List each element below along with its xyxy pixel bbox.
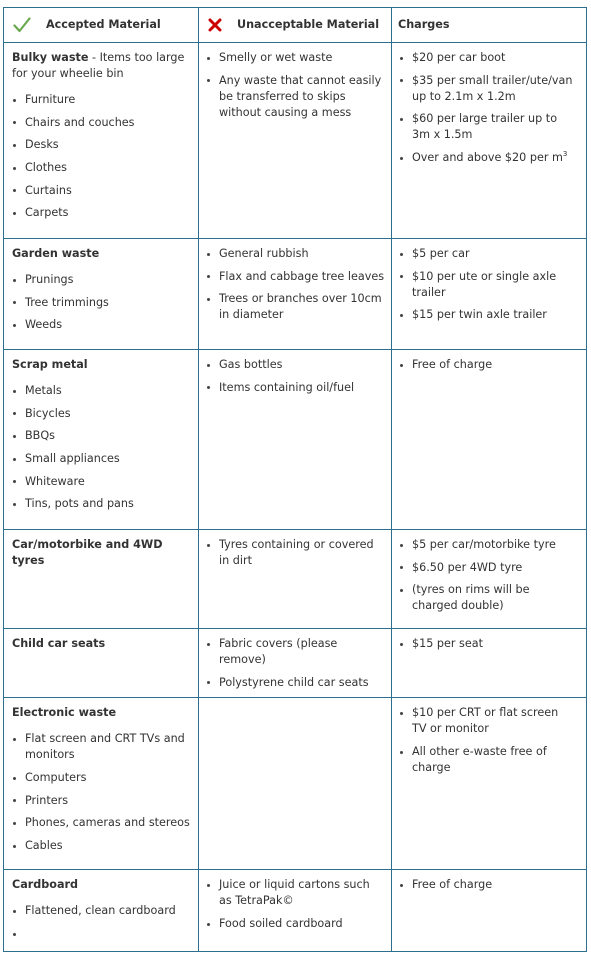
category-title: Garden waste [12,247,100,260]
charges-cell [392,870,587,952]
accepted-item-text: Printers [25,793,69,807]
accepted-item-text: Tree trimmings [25,295,109,309]
accepted-cell [4,870,199,952]
list-item [206,73,385,121]
unacceptable-header [199,8,392,43]
charges-item-text: $15 per seat [412,637,484,650]
category-title: Child car seats [12,637,106,650]
materials-table [3,7,587,952]
accepted-item-text: Prunings [25,273,74,286]
unacceptable-item-text: Flax and cabbage tree leaves [219,269,385,283]
table-body [4,43,587,952]
table-header-row [4,8,587,43]
list-item [12,406,192,422]
list-item [206,291,385,323]
category-heading [12,50,192,82]
unacceptable-item-text: Fabric covers (please remove) [219,637,338,666]
list-item [12,428,192,444]
accepted-header [4,8,199,43]
unacceptable-header-label: Unacceptable Material [237,18,380,31]
accepted-item-text: Whiteware [25,474,85,488]
check-icon [12,15,32,35]
table-row [4,350,587,530]
list-item [399,537,576,553]
charges-item-text: $5 per car/motorbike tyre [412,538,556,551]
category-heading [12,246,192,262]
list-item [12,160,192,176]
unacceptable-item-text: Food soiled cardboard [219,917,343,931]
table-row [4,43,587,239]
list-item [12,295,192,311]
unacceptable-item-text: Any waste that cannot easily be transferred to skips without causing a mess [219,73,382,119]
accepted-list [12,272,192,333]
unacceptable-item-text: Smelly or wet waste [219,51,333,64]
accepted-item-text: Furniture [25,93,76,106]
charges-item-text: $6.50 per 4WD tyre [412,560,523,574]
list-item [12,838,192,854]
accepted-item-text: Metals [25,384,62,397]
list-item [399,73,576,105]
list-item [399,307,576,323]
charges-item-text: $5 per car [412,247,470,260]
accepted-item-text: Clothes [25,161,67,175]
accepted-item-text: Curtains [25,183,72,197]
unacceptable-cell [199,350,392,530]
list-item [399,560,576,576]
unacceptable-cell [199,698,392,870]
charges-list [399,50,576,166]
list-item [399,744,576,776]
list-item [206,636,385,668]
charges-list [399,246,576,323]
accepted-item-text: Desks [25,138,59,152]
list-item [206,380,385,396]
category-title: Electronic waste [12,706,117,720]
list-item [12,474,192,490]
list-item [206,675,385,691]
charges-item-text: Free of charge [412,358,493,371]
accepted-list [12,903,192,919]
unacceptable-item-text: Items containing oil/fuel [219,380,355,394]
charges-cell [392,43,587,239]
charges-cell [392,629,587,698]
charges-list [399,877,576,893]
list-item [399,877,576,893]
accepted-header-label: Accepted Material [46,18,161,31]
charges-cell [392,698,587,870]
list-item [399,50,576,66]
charges-item-text: $20 per car boot [412,51,506,64]
charges-item-text: $35 per small trailer/ute/van up to 2.1m x 1.2m [412,73,573,103]
charges-header-label: Charges [398,18,450,31]
charges-item-text: $60 per large trailer up to 3m x 1.5m [412,112,558,142]
list-item [206,916,385,932]
unacceptable-cell [199,530,392,629]
accepted-item-text: Carpets [25,206,69,220]
list-item [206,537,385,569]
list-item [206,50,385,66]
list-item [399,269,576,301]
list-item [399,111,576,143]
list-item [399,705,576,737]
accepted-item-text: Phones, cameras and stereos [25,816,190,830]
accepted-item-text: BBQs [25,429,55,443]
list-item [12,496,192,512]
accepted-item-text: Weeds [25,318,63,332]
charges-item-text: Over and above $20 per $m^3$ [412,150,568,165]
unit-superscript: 3 [562,150,568,159]
unacceptable-list [206,537,385,569]
category-subtitle: - Items too large for your wheelie bin [12,51,185,80]
category-heading [12,357,192,373]
unacceptable-cell [199,43,392,239]
list-item [399,246,576,262]
category-heading [12,705,192,721]
unacceptable-item-text: Gas bottles [219,358,283,371]
accepted-cell [4,239,199,350]
accepted-cell [4,530,199,629]
category-heading [12,537,192,569]
category-heading [12,636,192,652]
unacceptable-item-text: Juice or liquid cartons such as TetraPak© [219,878,370,908]
list-item [206,877,385,909]
category-title: Car/motorbike and 4WD tyres [12,538,163,567]
accepted-item-text: Chairs and couches [25,115,135,129]
accepted-cell [4,350,199,530]
list-item [12,903,192,919]
list-item [206,357,385,373]
unacceptable-cell [199,870,392,952]
unacceptable-list [206,246,385,323]
accepted-cell [4,698,199,870]
unacceptable-list [206,357,385,396]
accepted-cell [4,629,199,698]
category-title: Bulky waste [12,51,89,64]
accepted-item-text: Flat screen and CRT TVs and monitors [25,732,185,762]
list-item [206,246,385,262]
table-row [4,698,587,870]
accepted-item-text: Bicycles [25,406,71,420]
charges-list [399,636,576,652]
list-item [12,815,192,831]
charges-list [399,357,576,373]
list-item [12,770,192,786]
unacceptable-list [206,50,385,121]
charges-cell [392,530,587,629]
unacceptable-item-text: Trees or branches over 10cm in diameter [219,292,382,322]
category-title: Scrap metal [12,358,88,371]
charges-list [399,537,576,614]
unacceptable-item-text: Polystyrene child car seats [219,675,369,689]
unacceptable-list [206,877,385,932]
category-heading [12,877,192,893]
accepted-list [12,92,192,221]
table-row [4,870,587,952]
charges-item-text: $10 per CRT or flat screen TV or monitor [412,706,559,736]
list-item [12,137,192,153]
charges-cell [392,239,587,350]
accepted-item-text: Computers [25,771,87,785]
accepted-item-text: Cables [25,839,63,853]
list-item [399,636,576,652]
list-item [399,150,576,166]
accepted-item-text: Flattened, clean cardboard [25,904,176,918]
list-item [12,383,192,399]
unacceptable-item-text: General rubbish [219,247,309,260]
accepted-list [12,383,192,512]
charges-item-text: $10 per ute or single axle trailer [412,269,557,299]
table-row [4,530,587,629]
category-title: Cardboard [12,878,79,892]
unacceptable-list [206,636,385,691]
table-row [4,239,587,350]
list-item [12,205,192,221]
accepted-item-text: Tins, pots and pans [25,497,134,511]
list-item [12,92,192,108]
charges-item-text: $15 per twin axle trailer [412,308,547,322]
table-row [4,629,587,698]
charges-header [392,8,587,43]
list-item [12,183,192,199]
list-item [12,115,192,131]
charges-item-text: Free of charge [412,878,493,892]
list-item [12,451,192,467]
unacceptable-cell [199,239,392,350]
cross-icon [205,15,225,35]
accepted-item-text: Small appliances [25,452,120,466]
list-item [12,272,192,288]
list-item [399,582,576,614]
list-item [12,317,192,333]
list-item [399,357,576,373]
accepted-list [12,731,192,854]
accepted-cell [4,43,199,239]
unacceptable-cell [199,629,392,698]
charges-cell [392,350,587,530]
unacceptable-item-text: Tyres containing or covered in dirt [219,538,374,567]
list-item [12,793,192,809]
list-item [12,731,192,763]
charges-list [399,705,576,776]
list-item [206,269,385,285]
charges-item-text: (tyres on rims will be charged double) [412,583,530,613]
charges-item-text: All other e-waste free of charge [412,745,547,775]
